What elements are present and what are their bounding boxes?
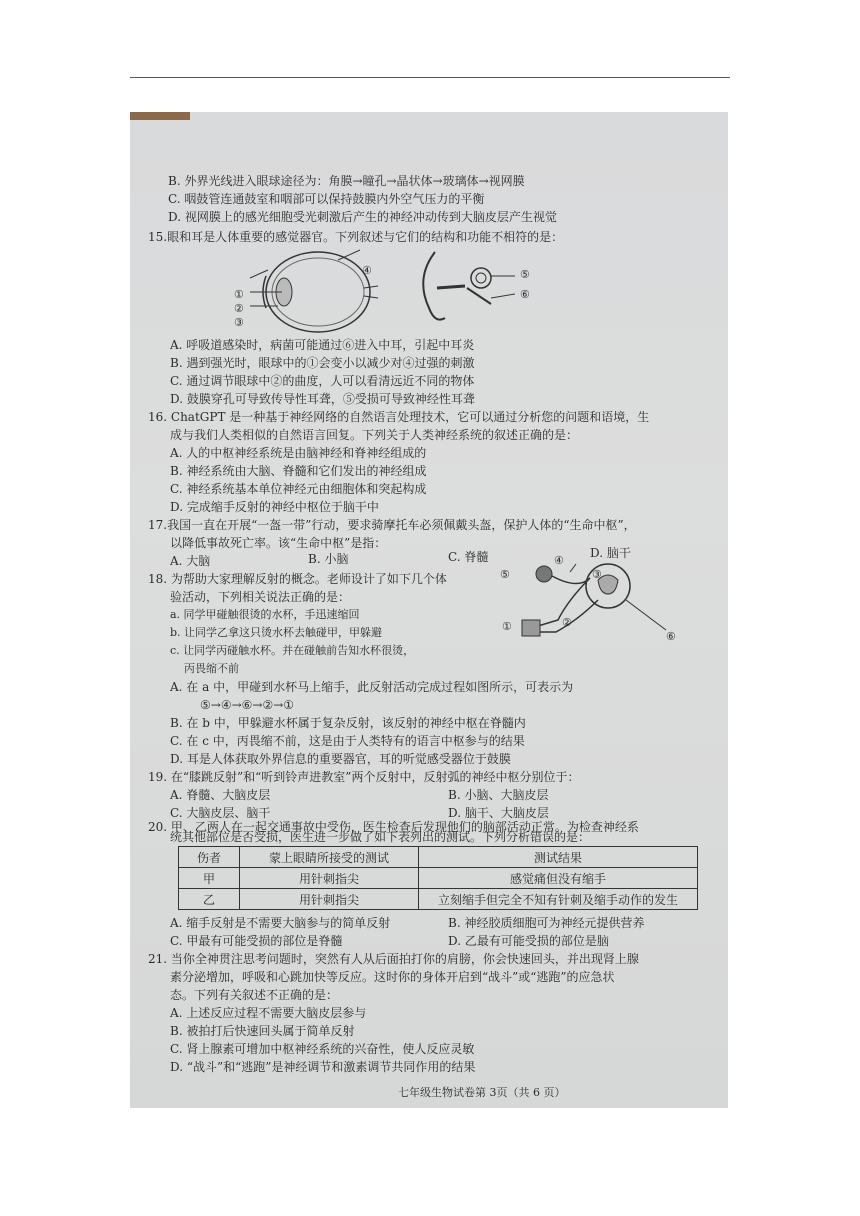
q17-option-a: A. 大脑 — [170, 554, 211, 568]
q17-option-b: B. 小脑 — [308, 552, 349, 566]
eye-label-3: ③ — [234, 316, 244, 329]
q17-stem-line2: 以降低事故死亡率。该“生命中枢”是指： — [170, 536, 387, 550]
reflex-label-6: ⑥ — [666, 630, 676, 643]
q18-option-c: C. 在 c 中，丙畏缩不前，这是由于人类特有的语言中枢参与的结果 — [170, 734, 525, 748]
q14-option-b: B. 外界光线进入眼球途径为：角膜→瞳孔→晶状体→玻璃体→视网膜 — [168, 174, 525, 188]
q15-option-c: C. 通过调节眼球中②的曲度，人可以看清远近不同的物体 — [170, 374, 475, 388]
eye-label-4: ④ — [362, 264, 372, 277]
q20-option-a: A. 缩手反射是不需要大脑参与的简单反射 — [170, 916, 391, 930]
reflex-label-2: ② — [562, 616, 572, 629]
ear-label-5: ⑤ — [520, 268, 530, 281]
q18-stem-line2: 验活动，下列相关说法正确的是： — [170, 590, 351, 604]
q19-option-b: B. 小脑、大脑皮层 — [448, 788, 549, 802]
q15-option-b: B. 遇到强光时，眼球中的①会变小以减少对④过强的刺激 — [170, 356, 475, 370]
q20-table — [178, 846, 698, 910]
table-cell: 乙 — [179, 889, 240, 910]
q19-option-a: A. 脊髓、大脑皮层 — [170, 788, 271, 802]
reflex-label-4: ④ — [554, 554, 564, 567]
q19-stem: 19. 在“膝跳反射”和“听到铃声进教室”两个反射中，反射弧的神经中枢分别位于： — [148, 770, 580, 784]
q20-option-c: C. 甲最有可能受损的部位是脊髓 — [170, 934, 343, 948]
table-cell: 甲 — [179, 868, 240, 889]
top-rule — [130, 77, 730, 78]
q19-option-c: C. 大脑皮层、脑干 — [170, 806, 271, 820]
q18-option-b: B. 在 b 中，甲躲避水杯属于复杂反射，该反射的神经中枢在脊髓内 — [170, 716, 526, 730]
q15-stem: 15.眼和耳是人体重要的感觉器官。下列叙述与它们的结构和功能不相符的是： — [148, 230, 564, 244]
q17-stem-line1: 17.我国一直在开展“一盔一带”行动，要求骑摩托车必须佩戴头盔，保护人体的“生命中枢”， — [148, 518, 636, 532]
table-cell: 用针刺指尖 — [240, 889, 419, 910]
q17-option-d: D. 脑干 — [590, 546, 631, 560]
reflex-label-1: ① — [502, 620, 512, 633]
ear-diagram — [415, 248, 515, 328]
q16-option-d: D. 完成缩手反射的神经中枢位于脑干中 — [170, 500, 379, 514]
table-cell: 感觉痛但没有缩手 — [419, 868, 698, 889]
q18-option-a: A. 在 a 中，甲碰到水杯马上缩手，此反射活动完成过程如图所示，可表示为 — [170, 680, 574, 694]
q19-option-d: D. 脑干、大脑皮层 — [448, 806, 549, 820]
q17-option-c: C. 脊髓 — [448, 550, 489, 564]
q21-option-c: C. 肾上腺素可增加中枢神经系统的兴奋性，使人反应灵敏 — [170, 1042, 475, 1056]
table-header-cell: 测试结果 — [419, 847, 698, 868]
table-header-cell: 伤者 — [179, 847, 240, 868]
reflex-label-3: ③ — [592, 568, 602, 581]
q18-activity-c: c. 让同学丙碰触水杯。并在碰触前告知水杯很烫， — [170, 644, 415, 657]
q15-option-a: A. 呼吸道感染时，病菌可能通过⑥进入中耳，引起中耳炎 — [170, 338, 475, 352]
q20-option-b: B. 神经胶质细胞可为神经元提供营养 — [448, 916, 645, 930]
q21-option-b: B. 被拍打后快速回头属于简单反射 — [170, 1024, 355, 1038]
q18-activity-a: a. 同学甲碰触很烫的水杯，手迅速缩回 — [170, 608, 360, 621]
table-header-row — [179, 847, 698, 868]
reflex-label-5: ⑤ — [500, 568, 510, 581]
q15-option-d: D. 鼓膜穿孔可导致传导性耳聋，⑤受损可导致神经性耳聋 — [170, 392, 475, 406]
eye-label-1: ① — [234, 288, 244, 301]
q21-option-a: A. 上述反应过程不需要大脑皮层参与 — [170, 1006, 367, 1020]
q16-stem-line1: 16. ChatGPT 是一种基于神经网络的自然语言处理技术，它可以通过分析您的问题和语境，生 — [148, 410, 650, 424]
q16-option-b: B. 神经系统由大脑、脊髓和它们发出的神经组成 — [170, 464, 427, 478]
q21-stem-line3: 态。下列有关叙述不正确的是： — [170, 988, 339, 1002]
exam-page-photo — [130, 112, 728, 1108]
q20-stem-line1: 20. 甲、乙两人在一起交通事故中受伤，医生检查后发现他们的脑部活动正常。为检查神经系 — [148, 820, 639, 834]
q14-option-d: D. 视网膜上的感光细胞受光刺激后产生的神经冲动传到大脑皮层产生视觉 — [168, 210, 557, 224]
q18-stem-line1: 18. 为帮助大家理解反射的概念。老师设计了如下几个体 — [148, 572, 447, 586]
q18-option-d: D. 耳是人体获取外界信息的重要器官，耳的听觉感受器位于鼓膜 — [170, 752, 511, 766]
q21-stem-line2: 素分泌增加，呼吸和心跳加快等反应。这时你的身体开启到“战斗”或“逃跑”的应急状 — [170, 970, 615, 984]
table-cell: 立刻缩手但完全不知有针刺及缩手动作的发生 — [419, 889, 698, 910]
page-footer: 七年级生物试卷第 3页（共 6 页） — [398, 1086, 566, 1099]
q18-activity-b: b. 让同学乙拿这只烫水杯去触碰甲，甲躲避 — [170, 626, 383, 639]
q18-option-a-sequence: ⑤→④→⑥→②→① — [200, 698, 295, 712]
eye-diagram — [238, 248, 378, 336]
q21-option-d: D. “战斗”和“逃跑”是神经调节和激素调节共同作用的结果 — [170, 1060, 476, 1074]
eye-label-2: ② — [234, 302, 244, 315]
q20-stem-line2: 统其他部位是否受损，医生进一步做了如下表列出的测试。下列分析错误的是： — [170, 830, 591, 844]
q16-option-c: C. 神经系统基本单位神经元由细胞体和突起构成 — [170, 482, 427, 496]
table-header-cell: 蒙上眼睛所接受的测试 — [240, 847, 419, 868]
q16-option-a: A. 人的中枢神经系统是由脑神经和脊神经组成的 — [170, 446, 427, 460]
q18-activity-c-cont: 丙畏缩不前 — [184, 662, 239, 675]
ear-label-6: ⑥ — [520, 288, 530, 301]
table-row — [179, 889, 698, 910]
table-row — [179, 868, 698, 889]
table-cell: 用针刺指尖 — [240, 868, 419, 889]
q16-stem-line2: 成与我们人类相似的自然语言回复。下列关于人类神经系统的叙述正确的是： — [170, 428, 579, 442]
q14-option-c: C. 咽鼓管连通鼓室和咽部可以保持鼓膜内外空气压力的平衡 — [168, 192, 485, 206]
q20-option-d: D. 乙最有可能受损的部位是脑 — [448, 934, 609, 948]
q21-stem-line1: 21. 当你全神贯注思考问题时，突然有人从后面拍打你的肩膀，你会快速回头，并出现肾上腺 — [148, 952, 639, 966]
